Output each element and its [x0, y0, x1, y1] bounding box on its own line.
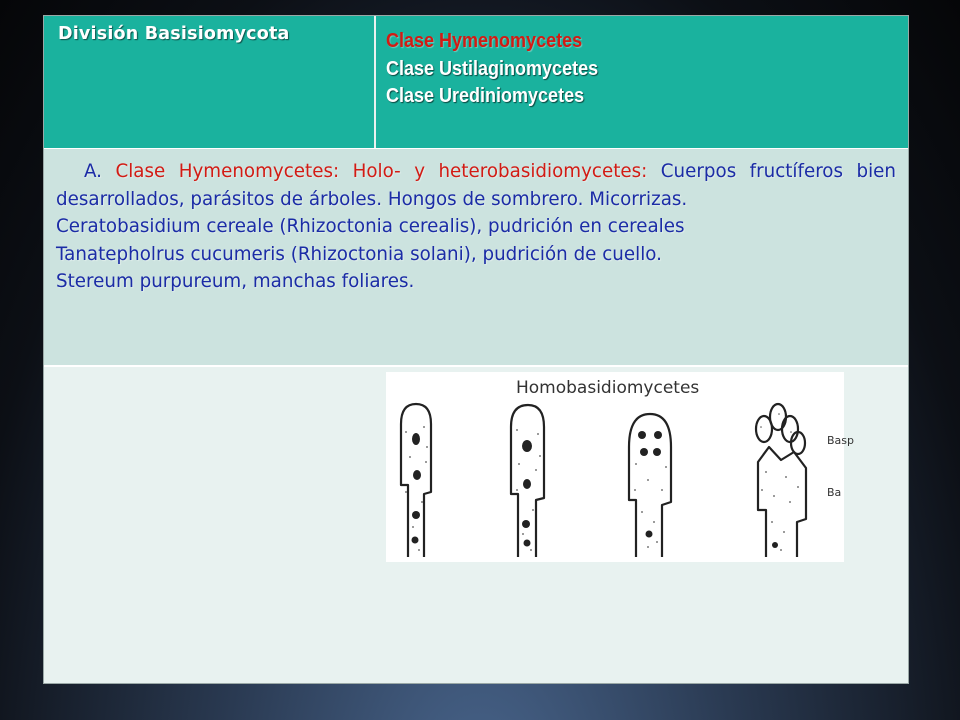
classes-cell	[376, 16, 908, 160]
division-title: División Basisiomycota	[58, 24, 290, 44]
figure-title: Homobasidiomycetes	[516, 378, 700, 398]
class-ustilaginomycetes: Clase Ustilaginomycetes	[386, 57, 599, 80]
item-prefix: A.	[84, 161, 116, 182]
division-cell	[44, 16, 376, 148]
class-urediniomycetes: Clase Urediniomycetes	[386, 85, 585, 107]
example-item: Ceratobasidium cereale (Rhizoctonia cerealis), pudrición en cereales	[56, 216, 685, 237]
class-title-text: Clase Hymenomycetes: Holo- y heterobasidiomycetes:	[115, 161, 648, 182]
class-hymenomycetes: Clase Hymenomycetes	[386, 30, 583, 52]
figure-label-basp: Basp	[827, 434, 855, 447]
example-item: Tanatepholrus cucumeris (Rhizoctonia solani), pudrición de cuello.	[56, 243, 662, 265]
table-header-row	[44, 16, 908, 148]
image-cell	[44, 367, 908, 683]
example-item: Stereum purpureum, manchas foliares.	[56, 271, 415, 292]
content-table	[43, 15, 909, 684]
basidia-illustration	[386, 372, 844, 562]
figure-label-ba: Ba	[827, 486, 842, 499]
class-description	[56, 158, 896, 213]
homobasidiomycetes-figure	[386, 372, 855, 562]
description-text: Cuerpos fructíferos bien desarrollados, parásitos de árboles. Hongos de sombrero. Micorrizas.	[56, 161, 896, 210]
description-cell	[44, 148, 908, 367]
